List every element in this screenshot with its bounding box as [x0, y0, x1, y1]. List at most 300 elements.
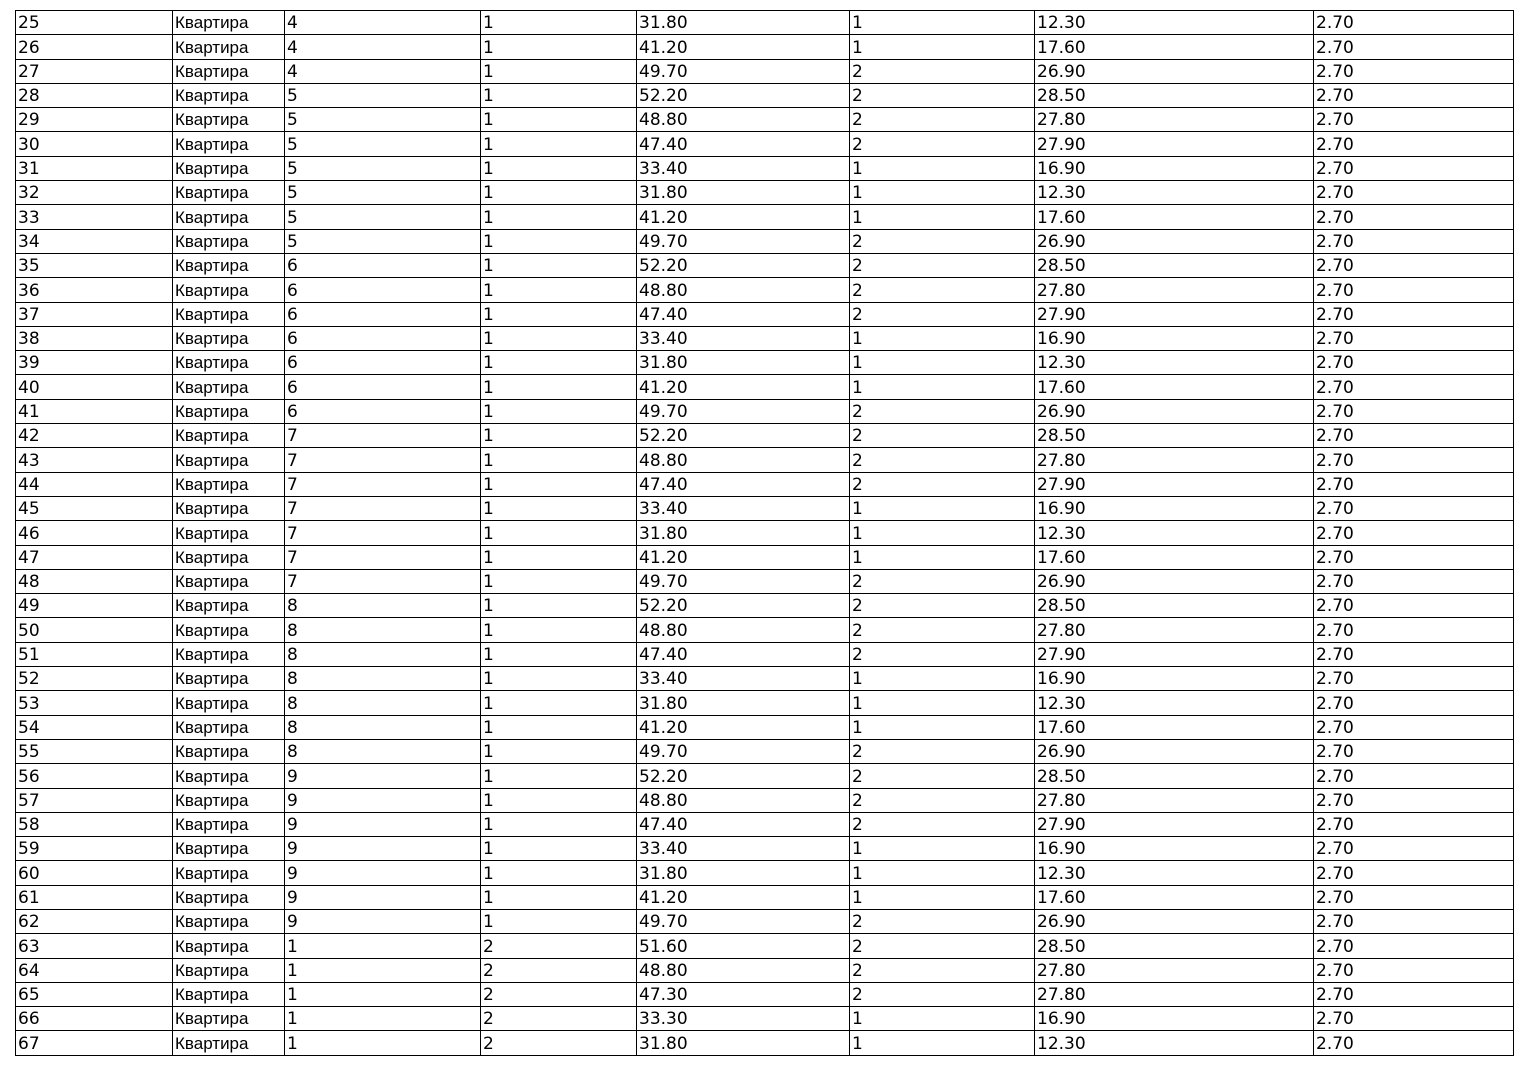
- property-type-cell: Квартира: [173, 788, 285, 812]
- floor-cell: 9: [285, 885, 481, 909]
- floor-cell: 1: [285, 958, 481, 982]
- floor-cell: 7: [285, 521, 481, 545]
- total-area-cell: 31.80: [637, 861, 850, 885]
- apartment-number-cell: 55: [16, 739, 173, 763]
- table-row: [16, 545, 1514, 569]
- table-row: [16, 861, 1514, 885]
- apartment-number-cell: 47: [16, 545, 173, 569]
- total-area-cell: 33.40: [637, 496, 850, 520]
- rooms-cell: 2: [850, 982, 1035, 1006]
- property-type-cell: Квартира: [173, 108, 285, 132]
- total-area-cell: 33.40: [637, 326, 850, 350]
- total-area-cell: 41.20: [637, 715, 850, 739]
- total-area-cell: 47.30: [637, 982, 850, 1006]
- section-cell: 1: [481, 764, 637, 788]
- property-type-cell: Квартира: [173, 594, 285, 618]
- table-row: [16, 83, 1514, 107]
- apartment-number-cell: 46: [16, 521, 173, 545]
- rooms-cell: 2: [850, 594, 1035, 618]
- ceiling-height-cell: 2.70: [1314, 132, 1514, 156]
- table-row: [16, 229, 1514, 253]
- section-cell: 2: [481, 1007, 637, 1031]
- floor-cell: 1: [285, 1007, 481, 1031]
- property-type-cell: Квартира: [173, 569, 285, 593]
- apartment-number-cell: 60: [16, 861, 173, 885]
- property-type-cell: Квартира: [173, 11, 285, 35]
- apartment-number-cell: 50: [16, 618, 173, 642]
- ceiling-height-cell: 2.70: [1314, 11, 1514, 35]
- property-type-cell: Квартира: [173, 1007, 285, 1031]
- section-cell: 1: [481, 739, 637, 763]
- property-type-cell: Квартира: [173, 861, 285, 885]
- living-area-cell: 16.90: [1035, 1007, 1314, 1031]
- ceiling-height-cell: 2.70: [1314, 594, 1514, 618]
- apartment-number-cell: 61: [16, 885, 173, 909]
- rooms-cell: 2: [850, 278, 1035, 302]
- section-cell: 1: [481, 11, 637, 35]
- apartment-number-cell: 51: [16, 642, 173, 666]
- section-cell: 1: [481, 35, 637, 59]
- ceiling-height-cell: 2.70: [1314, 521, 1514, 545]
- living-area-cell: 16.90: [1035, 837, 1314, 861]
- apartment-number-cell: 56: [16, 764, 173, 788]
- rooms-cell: 2: [850, 812, 1035, 836]
- living-area-cell: 16.90: [1035, 496, 1314, 520]
- rooms-cell: 2: [850, 59, 1035, 83]
- apartment-number-cell: 42: [16, 424, 173, 448]
- floor-cell: 5: [285, 181, 481, 205]
- table-row: [16, 982, 1514, 1006]
- table-row: [16, 399, 1514, 423]
- property-type-cell: Квартира: [173, 472, 285, 496]
- property-type-cell: Квартира: [173, 132, 285, 156]
- rooms-cell: 2: [850, 399, 1035, 423]
- rooms-cell: 2: [850, 764, 1035, 788]
- total-area-cell: 41.20: [637, 35, 850, 59]
- section-cell: 1: [481, 132, 637, 156]
- table-row: [16, 205, 1514, 229]
- total-area-cell: 33.40: [637, 156, 850, 180]
- apartment-number-cell: 26: [16, 35, 173, 59]
- total-area-cell: 47.40: [637, 302, 850, 326]
- floor-cell: 6: [285, 326, 481, 350]
- total-area-cell: 47.40: [637, 642, 850, 666]
- ceiling-height-cell: 2.70: [1314, 788, 1514, 812]
- table-row: [16, 1031, 1514, 1055]
- rooms-cell: 1: [850, 715, 1035, 739]
- floor-cell: 5: [285, 83, 481, 107]
- floor-cell: 5: [285, 156, 481, 180]
- total-area-cell: 49.70: [637, 569, 850, 593]
- section-cell: 1: [481, 83, 637, 107]
- property-type-cell: Квартира: [173, 885, 285, 909]
- table-row: [16, 351, 1514, 375]
- living-area-cell: 27.80: [1035, 982, 1314, 1006]
- total-area-cell: 47.40: [637, 472, 850, 496]
- total-area-cell: 47.40: [637, 812, 850, 836]
- living-area-cell: 26.90: [1035, 909, 1314, 933]
- apartment-number-cell: 63: [16, 934, 173, 958]
- floor-cell: 9: [285, 812, 481, 836]
- ceiling-height-cell: 2.70: [1314, 1031, 1514, 1055]
- table-row: [16, 1007, 1514, 1031]
- property-type-cell: Квартира: [173, 156, 285, 180]
- total-area-cell: 51.60: [637, 934, 850, 958]
- ceiling-height-cell: 2.70: [1314, 496, 1514, 520]
- table-row: [16, 691, 1514, 715]
- section-cell: 1: [481, 108, 637, 132]
- ceiling-height-cell: 2.70: [1314, 472, 1514, 496]
- table-row: [16, 837, 1514, 861]
- floor-cell: 8: [285, 691, 481, 715]
- living-area-cell: 26.90: [1035, 229, 1314, 253]
- rooms-cell: 2: [850, 788, 1035, 812]
- section-cell: 1: [481, 472, 637, 496]
- apartment-number-cell: 25: [16, 11, 173, 35]
- apartment-number-cell: 43: [16, 448, 173, 472]
- section-cell: 1: [481, 253, 637, 277]
- rooms-cell: 1: [850, 326, 1035, 350]
- floor-cell: 7: [285, 472, 481, 496]
- section-cell: 1: [481, 399, 637, 423]
- apartment-number-cell: 62: [16, 909, 173, 933]
- total-area-cell: 41.20: [637, 205, 850, 229]
- rooms-cell: 2: [850, 934, 1035, 958]
- rooms-cell: 1: [850, 1007, 1035, 1031]
- ceiling-height-cell: 2.70: [1314, 812, 1514, 836]
- living-area-cell: 27.90: [1035, 642, 1314, 666]
- table-row: [16, 958, 1514, 982]
- total-area-cell: 52.20: [637, 594, 850, 618]
- rooms-cell: 1: [850, 496, 1035, 520]
- ceiling-height-cell: 2.70: [1314, 375, 1514, 399]
- table-row: [16, 594, 1514, 618]
- ceiling-height-cell: 2.70: [1314, 764, 1514, 788]
- property-type-cell: Квартира: [173, 837, 285, 861]
- table-row: [16, 885, 1514, 909]
- living-area-cell: 28.50: [1035, 594, 1314, 618]
- rooms-cell: 2: [850, 618, 1035, 642]
- living-area-cell: 28.50: [1035, 764, 1314, 788]
- total-area-cell: 31.80: [637, 691, 850, 715]
- ceiling-height-cell: 2.70: [1314, 181, 1514, 205]
- apartment-number-cell: 33: [16, 205, 173, 229]
- total-area-cell: 49.70: [637, 739, 850, 763]
- rooms-cell: 2: [850, 448, 1035, 472]
- total-area-cell: 48.80: [637, 958, 850, 982]
- property-type-cell: Квартира: [173, 934, 285, 958]
- total-area-cell: 31.80: [637, 521, 850, 545]
- floor-cell: 5: [285, 229, 481, 253]
- rooms-cell: 1: [850, 35, 1035, 59]
- apartment-number-cell: 39: [16, 351, 173, 375]
- apartment-number-cell: 53: [16, 691, 173, 715]
- living-area-cell: 27.80: [1035, 108, 1314, 132]
- total-area-cell: 33.30: [637, 1007, 850, 1031]
- rooms-cell: 1: [850, 667, 1035, 691]
- apartment-number-cell: 31: [16, 156, 173, 180]
- table-row: [16, 375, 1514, 399]
- living-area-cell: 27.80: [1035, 448, 1314, 472]
- total-area-cell: 31.80: [637, 181, 850, 205]
- rooms-cell: 2: [850, 472, 1035, 496]
- ceiling-height-cell: 2.70: [1314, 156, 1514, 180]
- property-type-cell: Квартира: [173, 424, 285, 448]
- total-area-cell: 48.80: [637, 448, 850, 472]
- ceiling-height-cell: 2.70: [1314, 982, 1514, 1006]
- section-cell: 1: [481, 837, 637, 861]
- apartment-number-cell: 66: [16, 1007, 173, 1031]
- rooms-cell: 1: [850, 545, 1035, 569]
- living-area-cell: 12.30: [1035, 861, 1314, 885]
- floor-cell: 4: [285, 59, 481, 83]
- section-cell: 1: [481, 278, 637, 302]
- floor-cell: 9: [285, 764, 481, 788]
- floor-cell: 5: [285, 108, 481, 132]
- property-type-cell: Квартира: [173, 375, 285, 399]
- floor-cell: 6: [285, 399, 481, 423]
- floor-cell: 7: [285, 569, 481, 593]
- rooms-cell: 1: [850, 181, 1035, 205]
- apartment-table: [15, 10, 1514, 1056]
- total-area-cell: 47.40: [637, 132, 850, 156]
- floor-cell: 6: [285, 302, 481, 326]
- apartment-number-cell: 28: [16, 83, 173, 107]
- section-cell: 1: [481, 302, 637, 326]
- table-row: [16, 302, 1514, 326]
- ceiling-height-cell: 2.70: [1314, 545, 1514, 569]
- rooms-cell: 1: [850, 11, 1035, 35]
- living-area-cell: 27.80: [1035, 958, 1314, 982]
- section-cell: 1: [481, 156, 637, 180]
- ceiling-height-cell: 2.70: [1314, 958, 1514, 982]
- table-row: [16, 448, 1514, 472]
- apartment-number-cell: 41: [16, 399, 173, 423]
- section-cell: 1: [481, 861, 637, 885]
- floor-cell: 1: [285, 934, 481, 958]
- ceiling-height-cell: 2.70: [1314, 715, 1514, 739]
- living-area-cell: 27.80: [1035, 618, 1314, 642]
- floor-cell: 9: [285, 861, 481, 885]
- property-type-cell: Квартира: [173, 982, 285, 1006]
- section-cell: 1: [481, 326, 637, 350]
- living-area-cell: 28.50: [1035, 83, 1314, 107]
- property-type-cell: Квартира: [173, 739, 285, 763]
- table-row: [16, 812, 1514, 836]
- apartment-number-cell: 64: [16, 958, 173, 982]
- apartment-number-cell: 38: [16, 326, 173, 350]
- ceiling-height-cell: 2.70: [1314, 885, 1514, 909]
- section-cell: 2: [481, 958, 637, 982]
- rooms-cell: 1: [850, 351, 1035, 375]
- living-area-cell: 16.90: [1035, 156, 1314, 180]
- ceiling-height-cell: 2.70: [1314, 253, 1514, 277]
- rooms-cell: 1: [850, 205, 1035, 229]
- living-area-cell: 17.60: [1035, 375, 1314, 399]
- ceiling-height-cell: 2.70: [1314, 229, 1514, 253]
- property-type-cell: Квартира: [173, 764, 285, 788]
- rooms-cell: 2: [850, 909, 1035, 933]
- living-area-cell: 27.90: [1035, 812, 1314, 836]
- floor-cell: 5: [285, 132, 481, 156]
- table-row: [16, 326, 1514, 350]
- rooms-cell: 2: [850, 739, 1035, 763]
- section-cell: 1: [481, 618, 637, 642]
- table-row: [16, 253, 1514, 277]
- table-row: [16, 618, 1514, 642]
- living-area-cell: 17.60: [1035, 35, 1314, 59]
- property-type-cell: Квартира: [173, 448, 285, 472]
- total-area-cell: 48.80: [637, 108, 850, 132]
- section-cell: 1: [481, 351, 637, 375]
- floor-cell: 4: [285, 11, 481, 35]
- property-type-cell: Квартира: [173, 545, 285, 569]
- property-type-cell: Квартира: [173, 642, 285, 666]
- property-type-cell: Квартира: [173, 691, 285, 715]
- property-type-cell: Квартира: [173, 667, 285, 691]
- total-area-cell: 49.70: [637, 229, 850, 253]
- floor-cell: 6: [285, 253, 481, 277]
- floor-cell: 6: [285, 278, 481, 302]
- living-area-cell: 27.90: [1035, 302, 1314, 326]
- total-area-cell: 48.80: [637, 618, 850, 642]
- property-type-cell: Квартира: [173, 326, 285, 350]
- total-area-cell: 49.70: [637, 399, 850, 423]
- total-area-cell: 49.70: [637, 909, 850, 933]
- table-row: [16, 424, 1514, 448]
- rooms-cell: 1: [850, 375, 1035, 399]
- ceiling-height-cell: 2.70: [1314, 302, 1514, 326]
- ceiling-height-cell: 2.70: [1314, 618, 1514, 642]
- section-cell: 1: [481, 812, 637, 836]
- property-type-cell: Квартира: [173, 181, 285, 205]
- section-cell: 1: [481, 594, 637, 618]
- apartment-number-cell: 45: [16, 496, 173, 520]
- ceiling-height-cell: 2.70: [1314, 35, 1514, 59]
- section-cell: 1: [481, 667, 637, 691]
- living-area-cell: 17.60: [1035, 885, 1314, 909]
- floor-cell: 6: [285, 375, 481, 399]
- living-area-cell: 17.60: [1035, 545, 1314, 569]
- table-row: [16, 108, 1514, 132]
- ceiling-height-cell: 2.70: [1314, 642, 1514, 666]
- living-area-cell: 27.90: [1035, 472, 1314, 496]
- rooms-cell: 1: [850, 156, 1035, 180]
- living-area-cell: 12.30: [1035, 351, 1314, 375]
- apartment-number-cell: 59: [16, 837, 173, 861]
- floor-cell: 9: [285, 788, 481, 812]
- table-row: [16, 278, 1514, 302]
- total-area-cell: 52.20: [637, 424, 850, 448]
- table-row: [16, 156, 1514, 180]
- table-row: [16, 788, 1514, 812]
- apartment-number-cell: 29: [16, 108, 173, 132]
- rooms-cell: 1: [850, 521, 1035, 545]
- living-area-cell: 26.90: [1035, 399, 1314, 423]
- rooms-cell: 2: [850, 569, 1035, 593]
- floor-cell: 7: [285, 496, 481, 520]
- total-area-cell: 52.20: [637, 764, 850, 788]
- living-area-cell: 12.30: [1035, 181, 1314, 205]
- floor-cell: 7: [285, 424, 481, 448]
- living-area-cell: 12.30: [1035, 521, 1314, 545]
- property-type-cell: Квартира: [173, 715, 285, 739]
- apartment-number-cell: 37: [16, 302, 173, 326]
- section-cell: 1: [481, 909, 637, 933]
- rooms-cell: 1: [850, 861, 1035, 885]
- rooms-cell: 2: [850, 642, 1035, 666]
- section-cell: 1: [481, 885, 637, 909]
- ceiling-height-cell: 2.70: [1314, 837, 1514, 861]
- property-type-cell: Квартира: [173, 253, 285, 277]
- total-area-cell: 33.40: [637, 667, 850, 691]
- floor-cell: 8: [285, 667, 481, 691]
- section-cell: 2: [481, 934, 637, 958]
- ceiling-height-cell: 2.70: [1314, 205, 1514, 229]
- table-row: [16, 569, 1514, 593]
- rooms-cell: 2: [850, 229, 1035, 253]
- floor-cell: 8: [285, 715, 481, 739]
- ceiling-height-cell: 2.70: [1314, 351, 1514, 375]
- ceiling-height-cell: 2.70: [1314, 424, 1514, 448]
- property-type-cell: Квартира: [173, 1031, 285, 1055]
- table-row: [16, 667, 1514, 691]
- table-row: [16, 181, 1514, 205]
- apartment-number-cell: 65: [16, 982, 173, 1006]
- section-cell: 1: [481, 229, 637, 253]
- table-row: [16, 35, 1514, 59]
- apartment-number-cell: 40: [16, 375, 173, 399]
- ceiling-height-cell: 2.70: [1314, 1007, 1514, 1031]
- floor-cell: 8: [285, 594, 481, 618]
- rooms-cell: 2: [850, 108, 1035, 132]
- floor-cell: 6: [285, 351, 481, 375]
- section-cell: 1: [481, 545, 637, 569]
- property-type-cell: Квартира: [173, 909, 285, 933]
- total-area-cell: 31.80: [637, 1031, 850, 1055]
- total-area-cell: 48.80: [637, 788, 850, 812]
- property-type-cell: Квартира: [173, 399, 285, 423]
- table-row: [16, 132, 1514, 156]
- apartment-number-cell: 35: [16, 253, 173, 277]
- living-area-cell: 26.90: [1035, 739, 1314, 763]
- table-row: [16, 11, 1514, 35]
- section-cell: 2: [481, 982, 637, 1006]
- living-area-cell: 26.90: [1035, 59, 1314, 83]
- living-area-cell: 17.60: [1035, 715, 1314, 739]
- living-area-cell: 28.50: [1035, 934, 1314, 958]
- property-type-cell: Квартира: [173, 83, 285, 107]
- floor-cell: 9: [285, 837, 481, 861]
- property-type-cell: Квартира: [173, 351, 285, 375]
- ceiling-height-cell: 2.70: [1314, 326, 1514, 350]
- apartment-number-cell: 44: [16, 472, 173, 496]
- section-cell: 1: [481, 715, 637, 739]
- total-area-cell: 52.20: [637, 253, 850, 277]
- property-type-cell: Квартира: [173, 618, 285, 642]
- apartment-number-cell: 27: [16, 59, 173, 83]
- total-area-cell: 31.80: [637, 351, 850, 375]
- table-row: [16, 472, 1514, 496]
- apartment-number-cell: 58: [16, 812, 173, 836]
- rooms-cell: 1: [850, 885, 1035, 909]
- ceiling-height-cell: 2.70: [1314, 448, 1514, 472]
- living-area-cell: 28.50: [1035, 253, 1314, 277]
- property-type-cell: Квартира: [173, 59, 285, 83]
- total-area-cell: 41.20: [637, 545, 850, 569]
- section-cell: 1: [481, 59, 637, 83]
- floor-cell: 7: [285, 545, 481, 569]
